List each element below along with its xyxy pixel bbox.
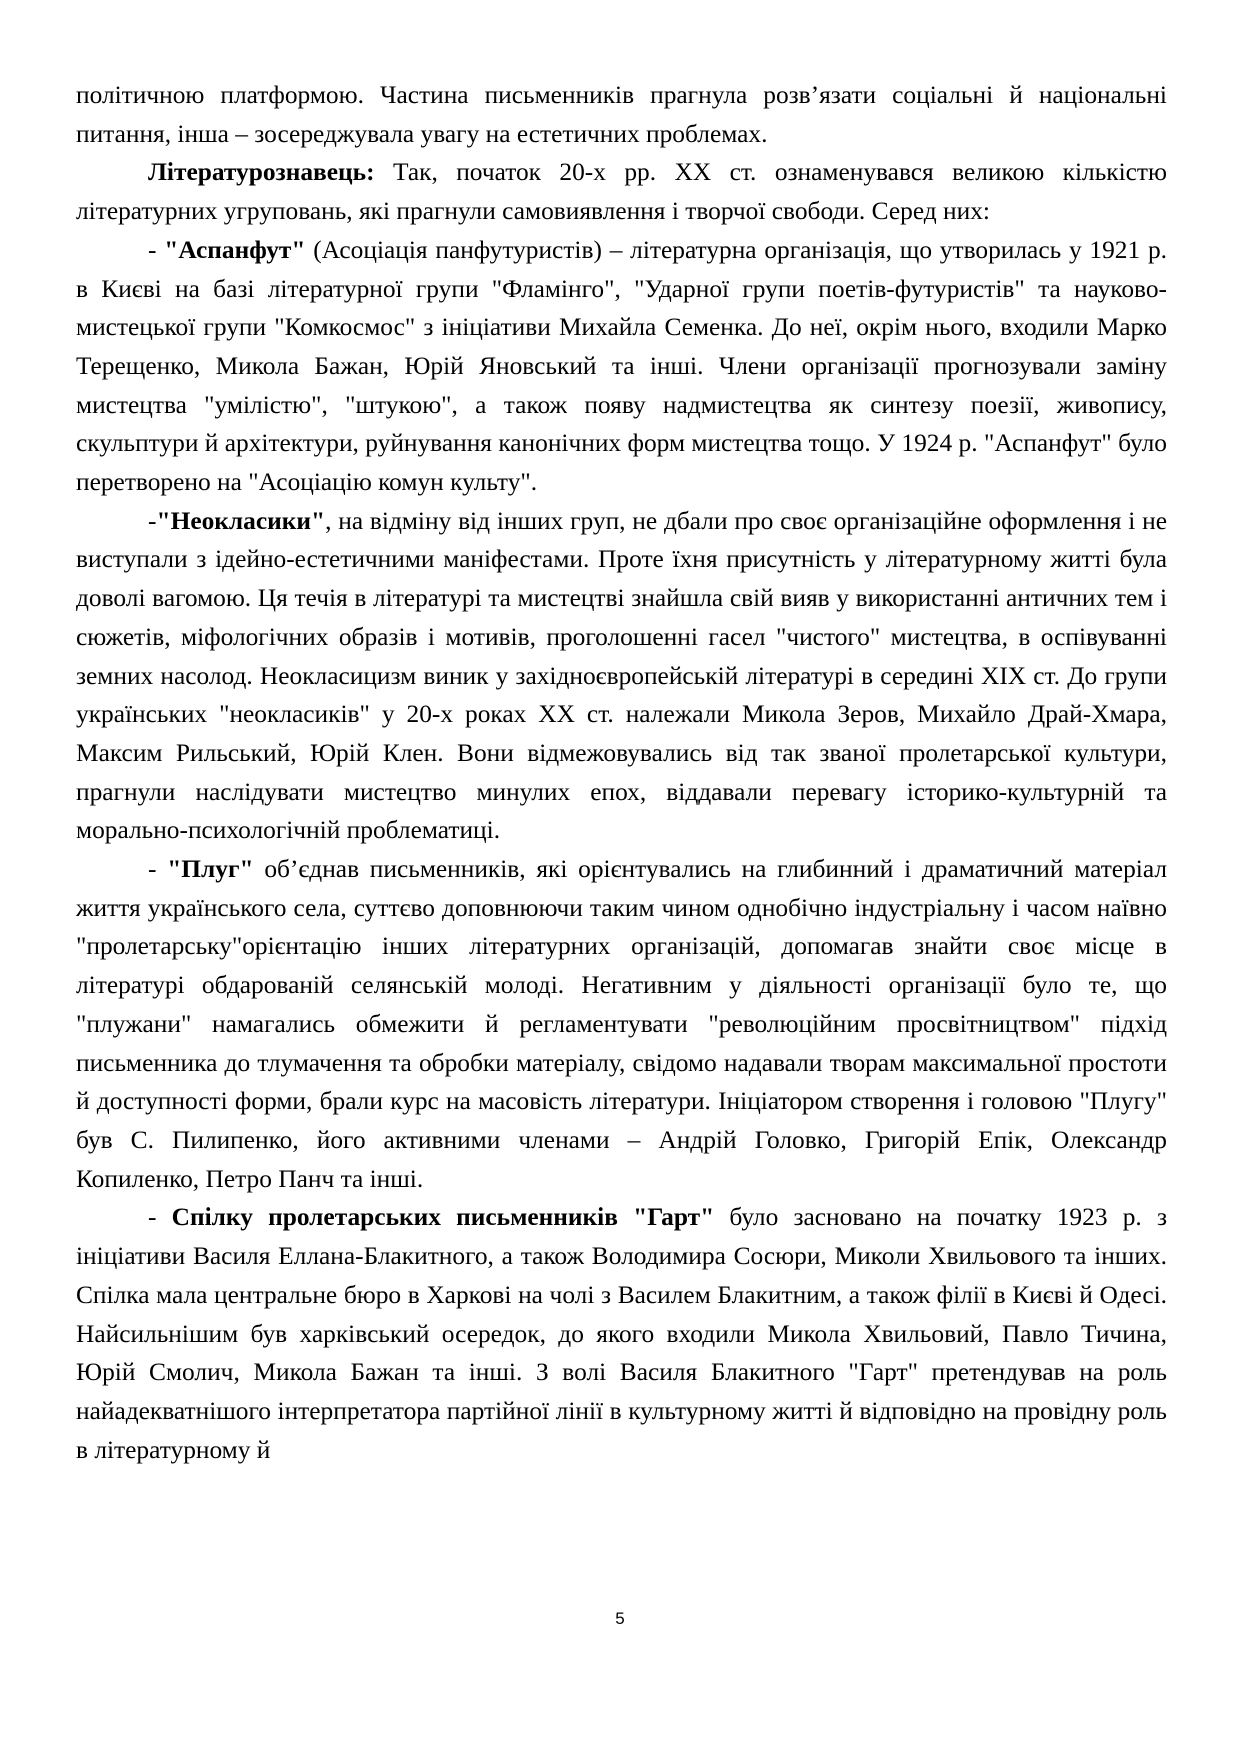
term-neoclassics: "Неокласики" (156, 506, 326, 535)
term-hart: Спілку пролетарських письменників "Гарт" (171, 1203, 715, 1232)
paragraph-text: політичною платформою. Частина письменників прагнула розв’язати соціальні й національні питання, інша – зосереджувала увагу на естетичних проблемах. (76, 81, 1167, 148)
list-dash: - (148, 855, 168, 884)
paragraph-hart (76, 1198, 1167, 1469)
list-dash: - (148, 1203, 172, 1232)
paragraph-text: Так, початок 20-х рр. XX ст. ознаменувався великою кількістю літературних угруповань, які прагнули самовиявлення і творчої свободи. Серед них: (76, 158, 1167, 226)
list-dash: - (148, 235, 165, 264)
document-body (76, 76, 1167, 1469)
speaker-label: Літературознавець: (148, 158, 375, 187)
paragraph-intro (76, 76, 1167, 153)
paragraph-text: , на відміну від інших груп, не дбали про своє організаційне оформлення і не виступали з ідейно-естетичними маніфестами. Проте їхня присутність у літературному житті була доволі вагомою. Ця течія в літературі та мистецтві знайшла свій вияв у використанні античних тем і сюжетів, міфологічних образів і мотивів, проголошенні гасел "чистого" мистецтва, в оспівуванні земних насолод. Неокласицизм виник у західноєвропейській літературі в середині XIX ст. До групи українських "неокласиків" у 20-х роках XX ст. належали Микола Зеров, Михайло Драй-Хмара, Максим Рильський, Юрій Клен. Вони відмежовувались від так званої пролетарської культури, прагнули наслідувати мистецтво минулих епох, віддавали перевагу історико-культурній та морально-психологічній проблематиці. (76, 506, 1167, 845)
paragraph-text: об’єднав письменників, які орієнтувались на глибинний і драматичний матеріал життя українського села, суттєво доповнюючи таким чином однобічно індустріальну і часом наївно "пролетарську"орієнтацію інших літературних організацій, допомагав знайти своє місце в літературі обдарованій селянській молоді. Негативним у діяльності організації було те, що "плужани" намагались обмежити й регламентувати "революційним просвітництвом" підхід письменника до тлумачення та обробки матеріалу, свідомо надавали творам максимальної простоти й доступності форми, брали курс на масовість літератури. Ініціатором створення і головою "Плугу" був С. Пилипенко, його активними членами – Андрій Головко, Григорій Епік, Олександр Копиленко, Петро Панч та інші. (76, 855, 1167, 1193)
paragraph-neoclassics (76, 502, 1167, 850)
paragraph-text: (Асоціація панфутуристів) – літературна організація, що утворилась у 1921 р. в Києві на базі літературної групи "Фламінго", "Ударної групи поетів-футуристів" та науково-мистецької групи "Комкосмос" з ініціативи Михайла Семенка. До неї, окрім нього, входили Марко Терещенко, Микола Бажан, Юрій Яновський та інші. Члени організації прогнозували заміну мистецтва "умілістю", "штукою", а також появу надмистецтва як синтезу поезії, живопису, скульптури й архітектури, руйнування канонічних форм мистецтва тощо. У 1924 р. "Аспанфут" було перетворено на "Асоціацію комун культу". (76, 235, 1167, 497)
paragraph-text: було засновано на початку 1923 р. з ініціативи Василя Еллана-Блакитного, а також Володимира Сосюри, Миколи Хвильового та інших. Спілка мала центральне бюро в Харкові на чолі з Василем Блакитним, а також філії в Києві й Одесі. Найсильнішим був харківський осередок, до якого входили Микола Хвильовий, Павло Тичина, Юрій Смолич, Микола Бажан та інші. З волі Василя Блакитного "Гарт" претендував на роль найадекватнішого інтерпретатора партійної лінії в культурному житті й відповідно на провідну роль в літературному й (76, 1203, 1167, 1464)
paragraph-aspanfut (76, 231, 1167, 502)
paragraph-pluh (76, 850, 1167, 1198)
page-number: 5 (615, 1609, 625, 1628)
term-aspanfut: "Аспанфут" (164, 235, 306, 264)
term-pluh: "Плуг" (167, 855, 254, 884)
paragraph-literary-critic (76, 153, 1167, 230)
list-dash: - (148, 506, 157, 535)
